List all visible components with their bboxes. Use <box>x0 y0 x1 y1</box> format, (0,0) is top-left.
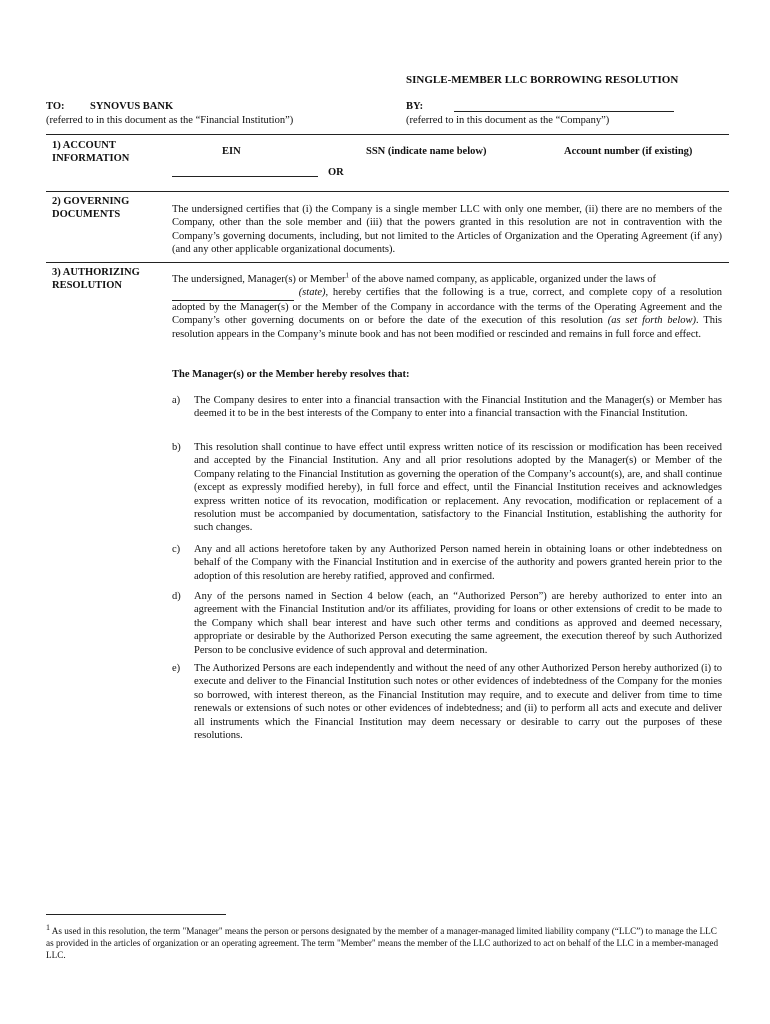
intro-text-3: , hereby certifies that the following is a true, correct, and complete copy of a resolution adopted by the Manager(s) or the Member of the Company in accordance with the terms of the Operating Agreement and the Company’s other governing documents on or before the date of the execution of this resolution <box>172 287 722 327</box>
account-number-label: Account number (if existing) <box>564 146 693 157</box>
to-bank-name: SYNOVUS BANK <box>90 101 174 112</box>
item-marker: b) <box>172 442 181 453</box>
or-label: OR <box>328 167 344 178</box>
resolution-item-c <box>172 543 722 583</box>
item-text: The Company desires to enter into a financial transaction with the Financial Institution and the Manager(s) or Member has deemed it to be in the best interests of the Company to enter into a financial transaction with the Financial Institution. <box>194 395 722 420</box>
resolution-item-a <box>172 394 722 421</box>
footnote-marker: 1 <box>46 922 50 932</box>
item-text: This resolution shall continue to have effect until express written notice of its rescission or modification has been received and accepted by the Financial Institution. Any and all prior resolutions adopted by the Manager(s) or Member of the Company relating to the Financial Institution as governing the operation of the Company’s account(s), are, and shall continue (except as expressly modified hereby), in full force and effect, until the Financial Institution receives and acknowledges express written notice of its revocation, modification or replacement. Any revocation, modification or replacement of a resolution must be accompanied by documentation, satisfactory to the Financial Institution, establishing the authority for such changes. <box>194 442 722 534</box>
section-divider <box>46 191 729 192</box>
to-referred-text: (referred to in this document as the “Financial Institution”) <box>46 115 294 126</box>
ein-ssn-field[interactable] <box>172 176 318 177</box>
footnote-text: As used in this resolution, the term "Manager" means the person or persons designated by the member of a manager-managed limited liability company (“LLC”) to manage the LLC as provided in the articles of organization or an operating agreement. The term "Member" means the member of the LLC authorized to act on behalf of the LLC in a member-managed LLC. <box>46 926 719 960</box>
by-company-field[interactable] <box>454 111 674 112</box>
item-marker: e) <box>172 663 181 674</box>
intro-text-4: . This resolution appears in the Company’s minute book and has not been modified or rescinded and remains in full force and effect. <box>172 315 722 340</box>
resolution-item-e <box>172 662 722 742</box>
item-marker: a) <box>172 395 181 406</box>
resolution-item-d <box>172 590 722 657</box>
item-text: Any of the persons named in Section 4 below (each, an “Authorized Person”) are hereby authorized to enter into an agreement with the Financial Institution and/or its affiliates, providing for loans or other extensions of credit to be made to the Company which shall bear interest and have such other terms and conditions as approved and deemed necessary, appropriate or desirable by the Authorized Person executing the same agreement, the execution thereof by such Authorized Person to be conclusive evidence of such approval and determination. <box>194 591 722 656</box>
item-marker: d) <box>172 591 181 602</box>
section-divider <box>46 134 729 135</box>
state-label: (state) <box>298 287 326 299</box>
intro-text-1: The undersigned, Manager(s) or Member <box>172 274 346 285</box>
item-marker: c) <box>172 544 181 555</box>
footnote-divider <box>46 914 226 915</box>
state-field[interactable] <box>172 286 294 300</box>
ein-label: EIN <box>222 146 241 157</box>
authorizing-resolution-intro <box>172 273 722 341</box>
section-1-label-line2: INFORMATION <box>52 153 130 164</box>
intro-text-2: of the above named company, as applicable, organized under the laws of <box>348 274 656 285</box>
intro-italic: (as set forth below) <box>607 315 696 327</box>
resolves-heading: The Manager(s) or the Member hereby resolves that: <box>172 369 410 380</box>
ssn-label: SSN (indicate name below) <box>366 146 487 157</box>
section-2-label-line2: DOCUMENTS <box>52 209 121 220</box>
section-3-label-line1: 3) AUTHORIZING <box>52 267 140 278</box>
section-divider <box>46 262 729 263</box>
section-1-label <box>52 139 129 165</box>
by-referred-text: (referred to in this document as the “Company”) <box>406 115 610 126</box>
document-title: SINGLE-MEMBER LLC BORROWING RESOLUTION <box>406 74 679 86</box>
section-2-label-line1: 2) GOVERNING <box>52 196 130 207</box>
item-text: Any and all actions heretofore taken by any Authorized Person named herein in obtaining loans or other indebtedness on behalf of the Company with the Financial Institution and in exercise of the authority and powers granted herein prior to the adoption of this resolution are hereby ratified, approved and confirmed. <box>194 544 722 582</box>
footnote-reference: 1 <box>345 271 349 280</box>
resolution-item-b <box>172 441 722 535</box>
section-2-label <box>52 195 129 221</box>
by-label: BY: <box>406 101 424 112</box>
to-label: TO: <box>46 101 65 112</box>
section-3-label <box>52 266 140 292</box>
section-1-label-line1: 1) ACCOUNT <box>52 140 116 151</box>
governing-documents-text: The undersigned certifies that (i) the Company is a single member LLC with only one member, (ii) there are no members of the Company, other than the sole member and (iii) that the powers granted in this resolution are not in contravention with the Company’s governing documents, including, but not limited to the Articles of Organization and the Operating Agreement (if any) (and any other applicable organizational documents). <box>172 204 722 256</box>
section-3-label-line2: RESOLUTION <box>52 280 123 291</box>
footnote <box>46 922 726 961</box>
item-text: The Authorized Persons are each independently and without the need of any other Authorized Person hereby authorized (i) to execute and deliver to the Financial Institution such notes or other evidences of indebtedness of the Company for the monies so borrowed, with interest thereon, as the Financial Institution may require, and to execute and deliver from time to time renewals or extensions of such notes or other evidences of indebtedness; and (ii) to perform all acts and execute and deliver all instruments which the Financial Institution may deem necessary or desirable to carry out the purposes of these resolutions. <box>194 663 722 742</box>
